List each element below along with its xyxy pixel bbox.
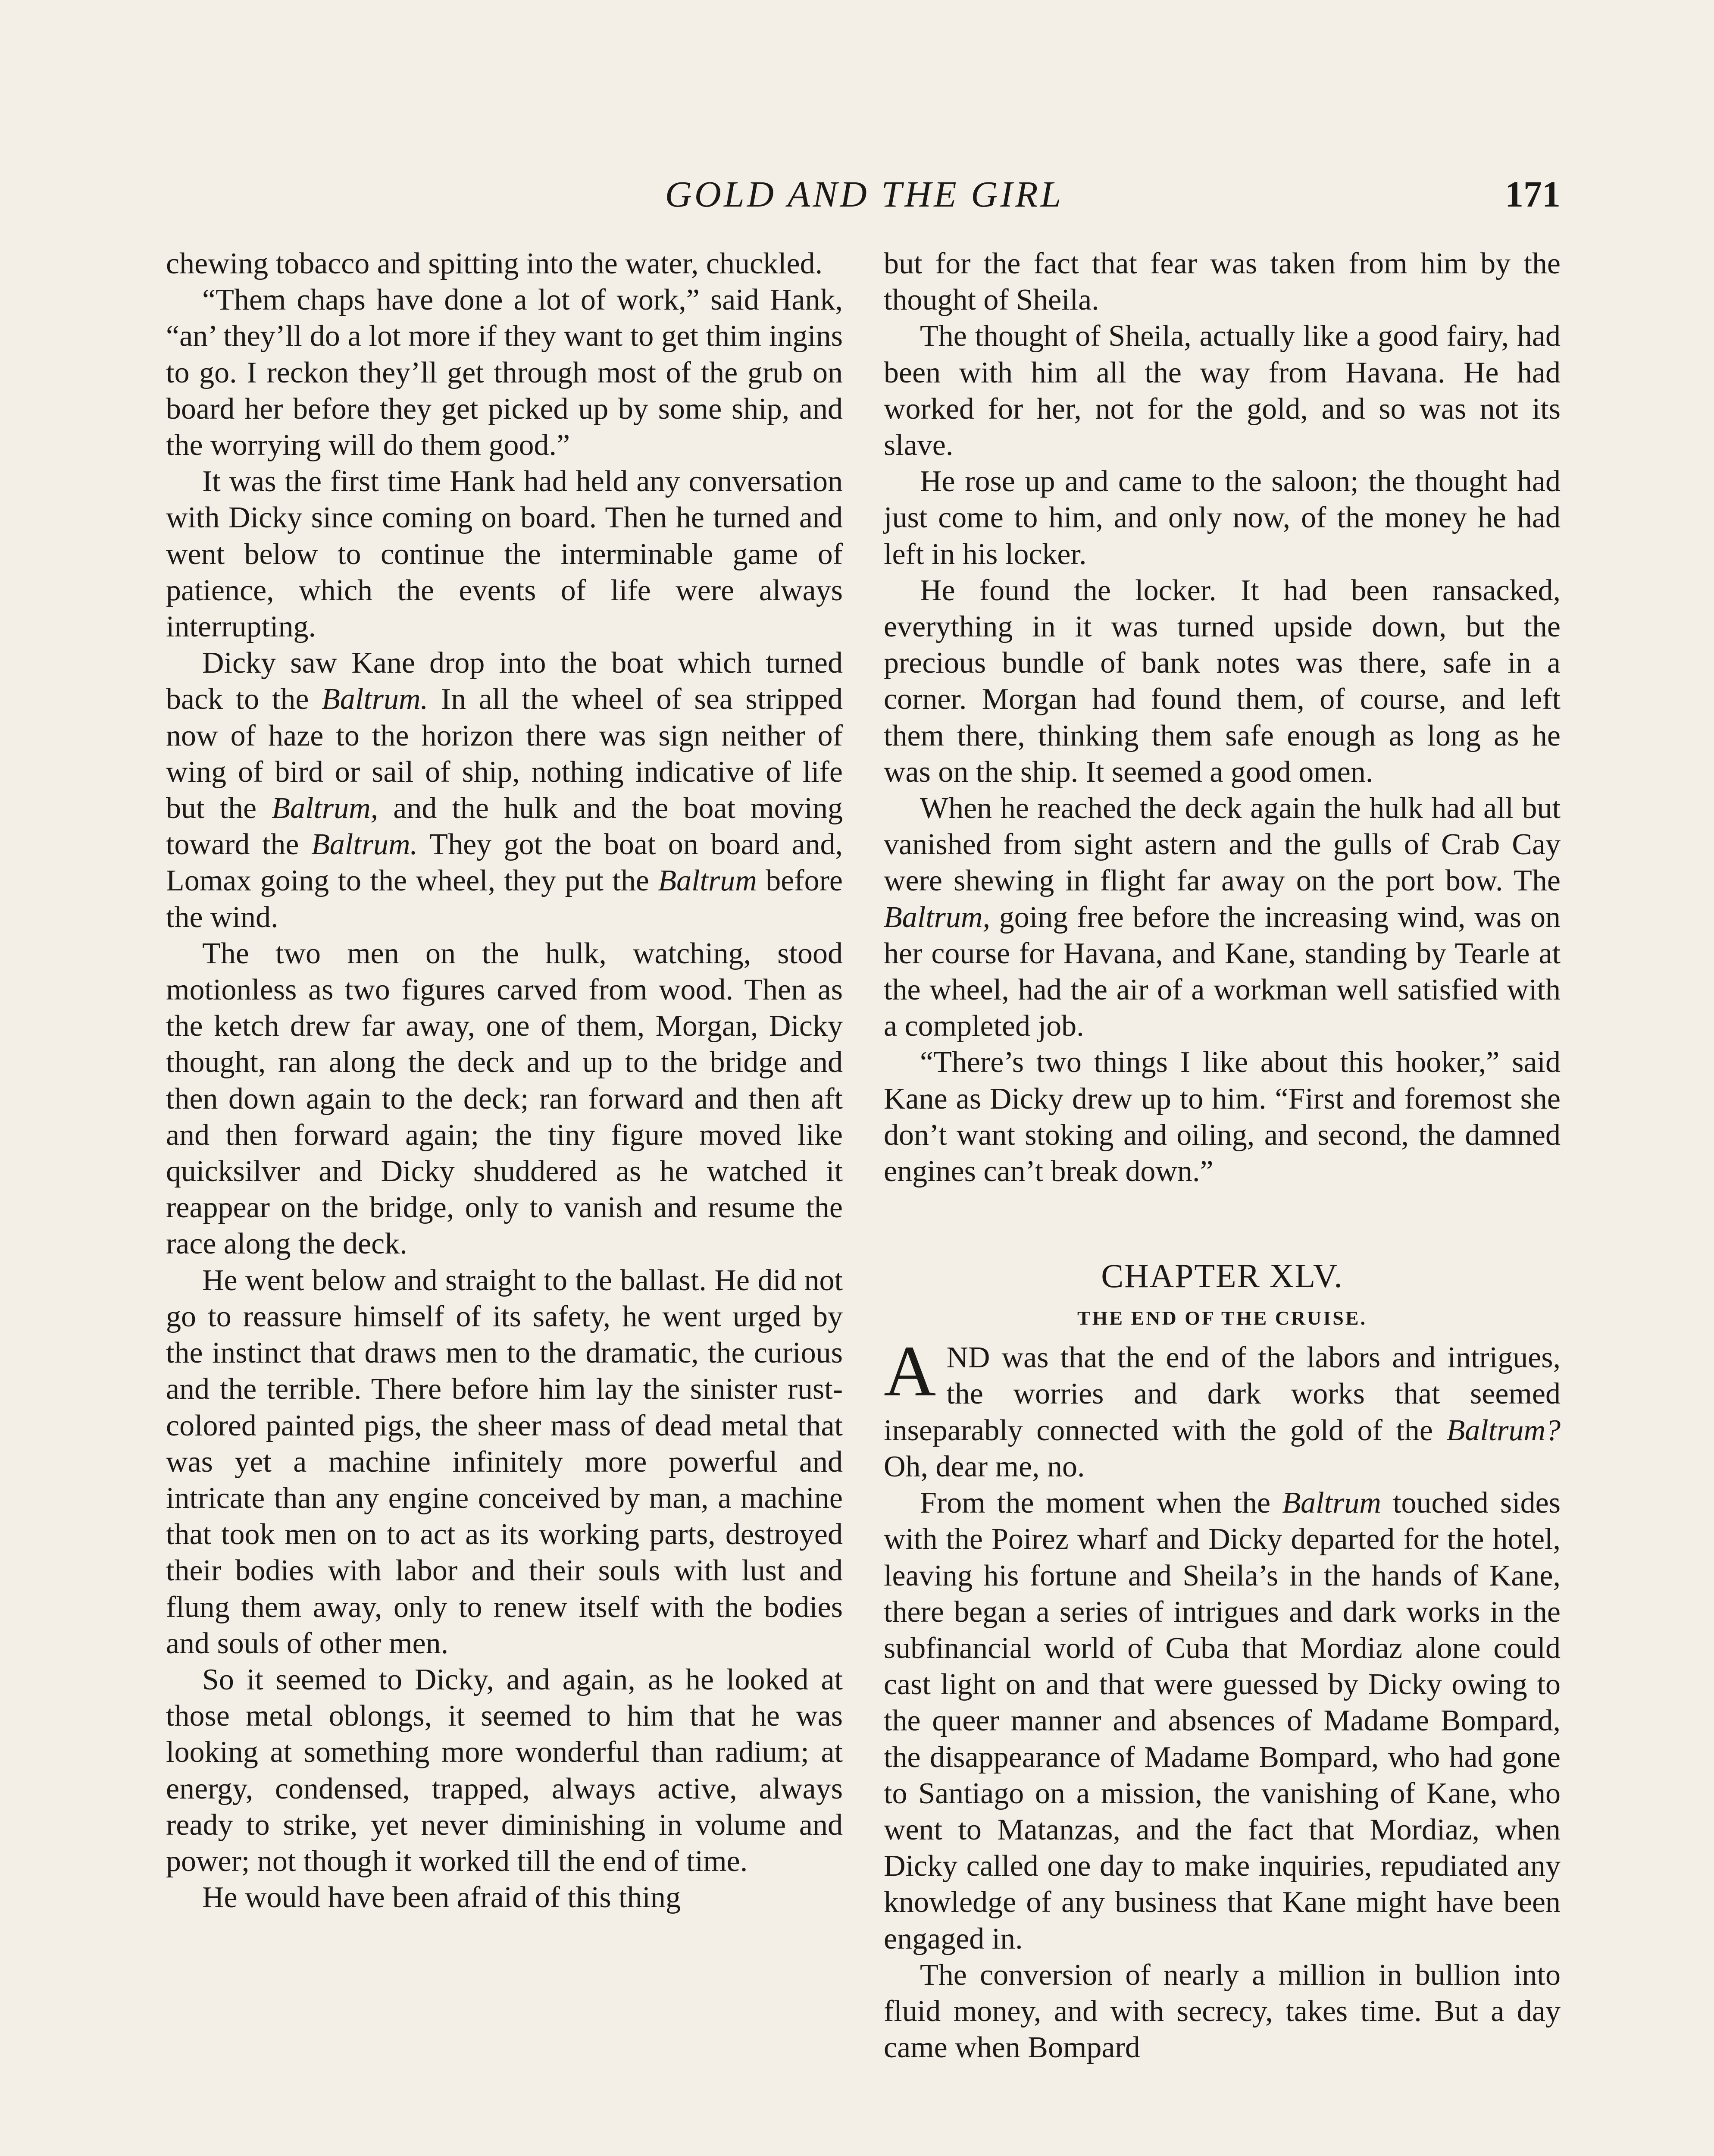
paragraph: He would have been afraid of this thing (202, 1881, 681, 1915)
ship-name: Baltrum? (1446, 1413, 1561, 1447)
paragraph: It was the first time Hank had held any conversation with Dicky since coming on board. Then he turned and went below to continue the interminable game of patience, which the events of life were always interrupting. (166, 465, 843, 644)
paragraph: “There’s two things I like about this hooker,” said Kane as Dicky drew up to him. “First and foremost she don’t want stoking and oiling, and second, the damned engines can’t break down.” (884, 1046, 1561, 1188)
paragraph: The conversion of nearly a million in bullion into fluid money, and with secrecy, takes time. But a day came when Bompard (884, 1958, 1561, 2065)
paragraph: The two men on the hulk, watching, stood motionless as two figures carved from wood. Then as the ketch drew far away, one of them, Morgan, Dicky thought, ran along the deck and up to the bridge and then down again to the deck; ran forward and then aft and then forward again; the tiny figure moved like quicksilver and Dicky shuddered as he watched it reappear on the bridge, only to vanish and resume the race along the deck. (166, 937, 843, 1261)
ship-name: Baltrum. (311, 828, 418, 862)
chapter-subtitle: THE END OF THE CRUISE. (1077, 1307, 1367, 1329)
text-run: before the wind. (166, 864, 843, 934)
paragraph: He found the locker. It had been ransacked, everything in it was turned upside down, but the precious bundle of bank notes was there, safe in a corner. Morgan had found them, of course, and left them there, thinking them safe enough as long as he was on the ship. It seemed a good omen. (884, 573, 1561, 789)
text-run: Dicky saw Kane drop into the boat which turned back to the (166, 646, 843, 716)
drop-cap: A (884, 1331, 936, 1412)
text-run: going free before the increasing wind, was on her course for Havana, and Kane, standing by Tearle at the wheel, had the air of a workman well satisfied with a completed job. (884, 900, 1561, 1043)
page-number: 171 (1505, 173, 1561, 215)
ship-name: Baltrum, (272, 792, 378, 825)
paragraph: “Them chaps have done a lot of work,” said Hank, “an’ they’ll do a lot more if they want to get thim ingins to go. I reckon they’ll get through most of the grub on board her before they get picked up by some ship, and the worrying will do them good.” (166, 283, 843, 462)
text-run: When he reached the deck again the hulk had all but vanished from sight astern and the gulls of Crab Cay were shewing in flight far away on the port bow. The (884, 792, 1561, 898)
paragraph: He went below and straight to the ballast. He did not go to reassure himself of its safety, he went urged by the instinct that draws men to the dramatic, the curious and the terrible. There before him lay the sinister rust-colored painted pigs, the sheer mass of dead metal that was yet a machine infinitely more powerful and intricate than any engine conceived by man, a machine that took men on to act as its working parts, destroyed their bodies with labor and their souls with lust and flung them away, only to renew itself with the bodies and souls of other men. (166, 1263, 843, 1660)
paragraph: but for the fact that fear was taken from him by the thought of Sheila. (884, 247, 1561, 317)
paragraph: He rose up and came to the saloon; the thought had just come to him, and only now, of the money he had left in his locker. (884, 465, 1561, 571)
paragraph (166, 645, 843, 936)
ship-name: Baltrum (658, 864, 757, 898)
text-run: and the hulk and the boat moving toward the (166, 792, 843, 862)
text-run: ND was that the end of the labors and intrigues, the worries and dark works that seemed inseparably connected with the gold of the (884, 1341, 1561, 1447)
running-title: GOLD AND THE GIRL (665, 173, 1064, 215)
text-run: They got the boat on board and, Lomax going to the wheel, they put the (166, 828, 843, 898)
right-column (884, 246, 1561, 2066)
text-run: In all the wheel of sea stripped now of haze to the horizon there was sign neither of wing of bird or sail of ship, nothing indicative of life but the (166, 683, 843, 825)
paragraph: The thought of Sheila, actually like a good fairy, had been with him all the way from Havana. He had worked for her, not for the gold, and so was not its slave. (884, 320, 1561, 462)
ship-name: Baltrum (1282, 1486, 1381, 1520)
paragraph (884, 790, 1561, 1044)
paragraph (884, 1485, 1561, 1957)
text-run: Oh, dear me, no. (884, 1450, 1085, 1483)
chapter-title: CHAPTER XLV. (1101, 1257, 1343, 1295)
ship-name: Baltrum, (884, 900, 990, 934)
left-column (166, 246, 843, 1916)
paragraph: So it seemed to Dicky, and again, as he looked at those metal oblongs, it seemed to him that he was looking at something more wonderful than radium; at energy, condensed, trapped, always active, always ready to strike, yet never diminishing in volume and power; not though it worked till the end of time. (166, 1663, 843, 1878)
text-run: touched sides with the Poirez wharf and Dicky departed for the hotel, leaving his fortune and Sheila’s in the hands of Kane, there began a series of intrigues and dark works in the subfinancial world of Cuba that Mordiaz alone could cast light on and that were guessed by Dicky owing to the queer manner and absences of Madame Bompard, the disappearance of Madame Bompard, who had gone to Santiago on a mission, the vanishing of Kane, who went to Matanzas, and the fact that Mordiaz, when Dicky called one day to make inquiries, repudiated any knowledge of any business that Kane might have been engaged in. (884, 1486, 1561, 1955)
text-run: From the moment when the (920, 1486, 1282, 1520)
paragraph: chewing tobacco and spitting into the water, chuckled. (166, 247, 823, 280)
page-header (168, 168, 1561, 220)
paragraph (884, 1331, 1561, 1485)
ship-name: Baltrum. (322, 683, 428, 716)
